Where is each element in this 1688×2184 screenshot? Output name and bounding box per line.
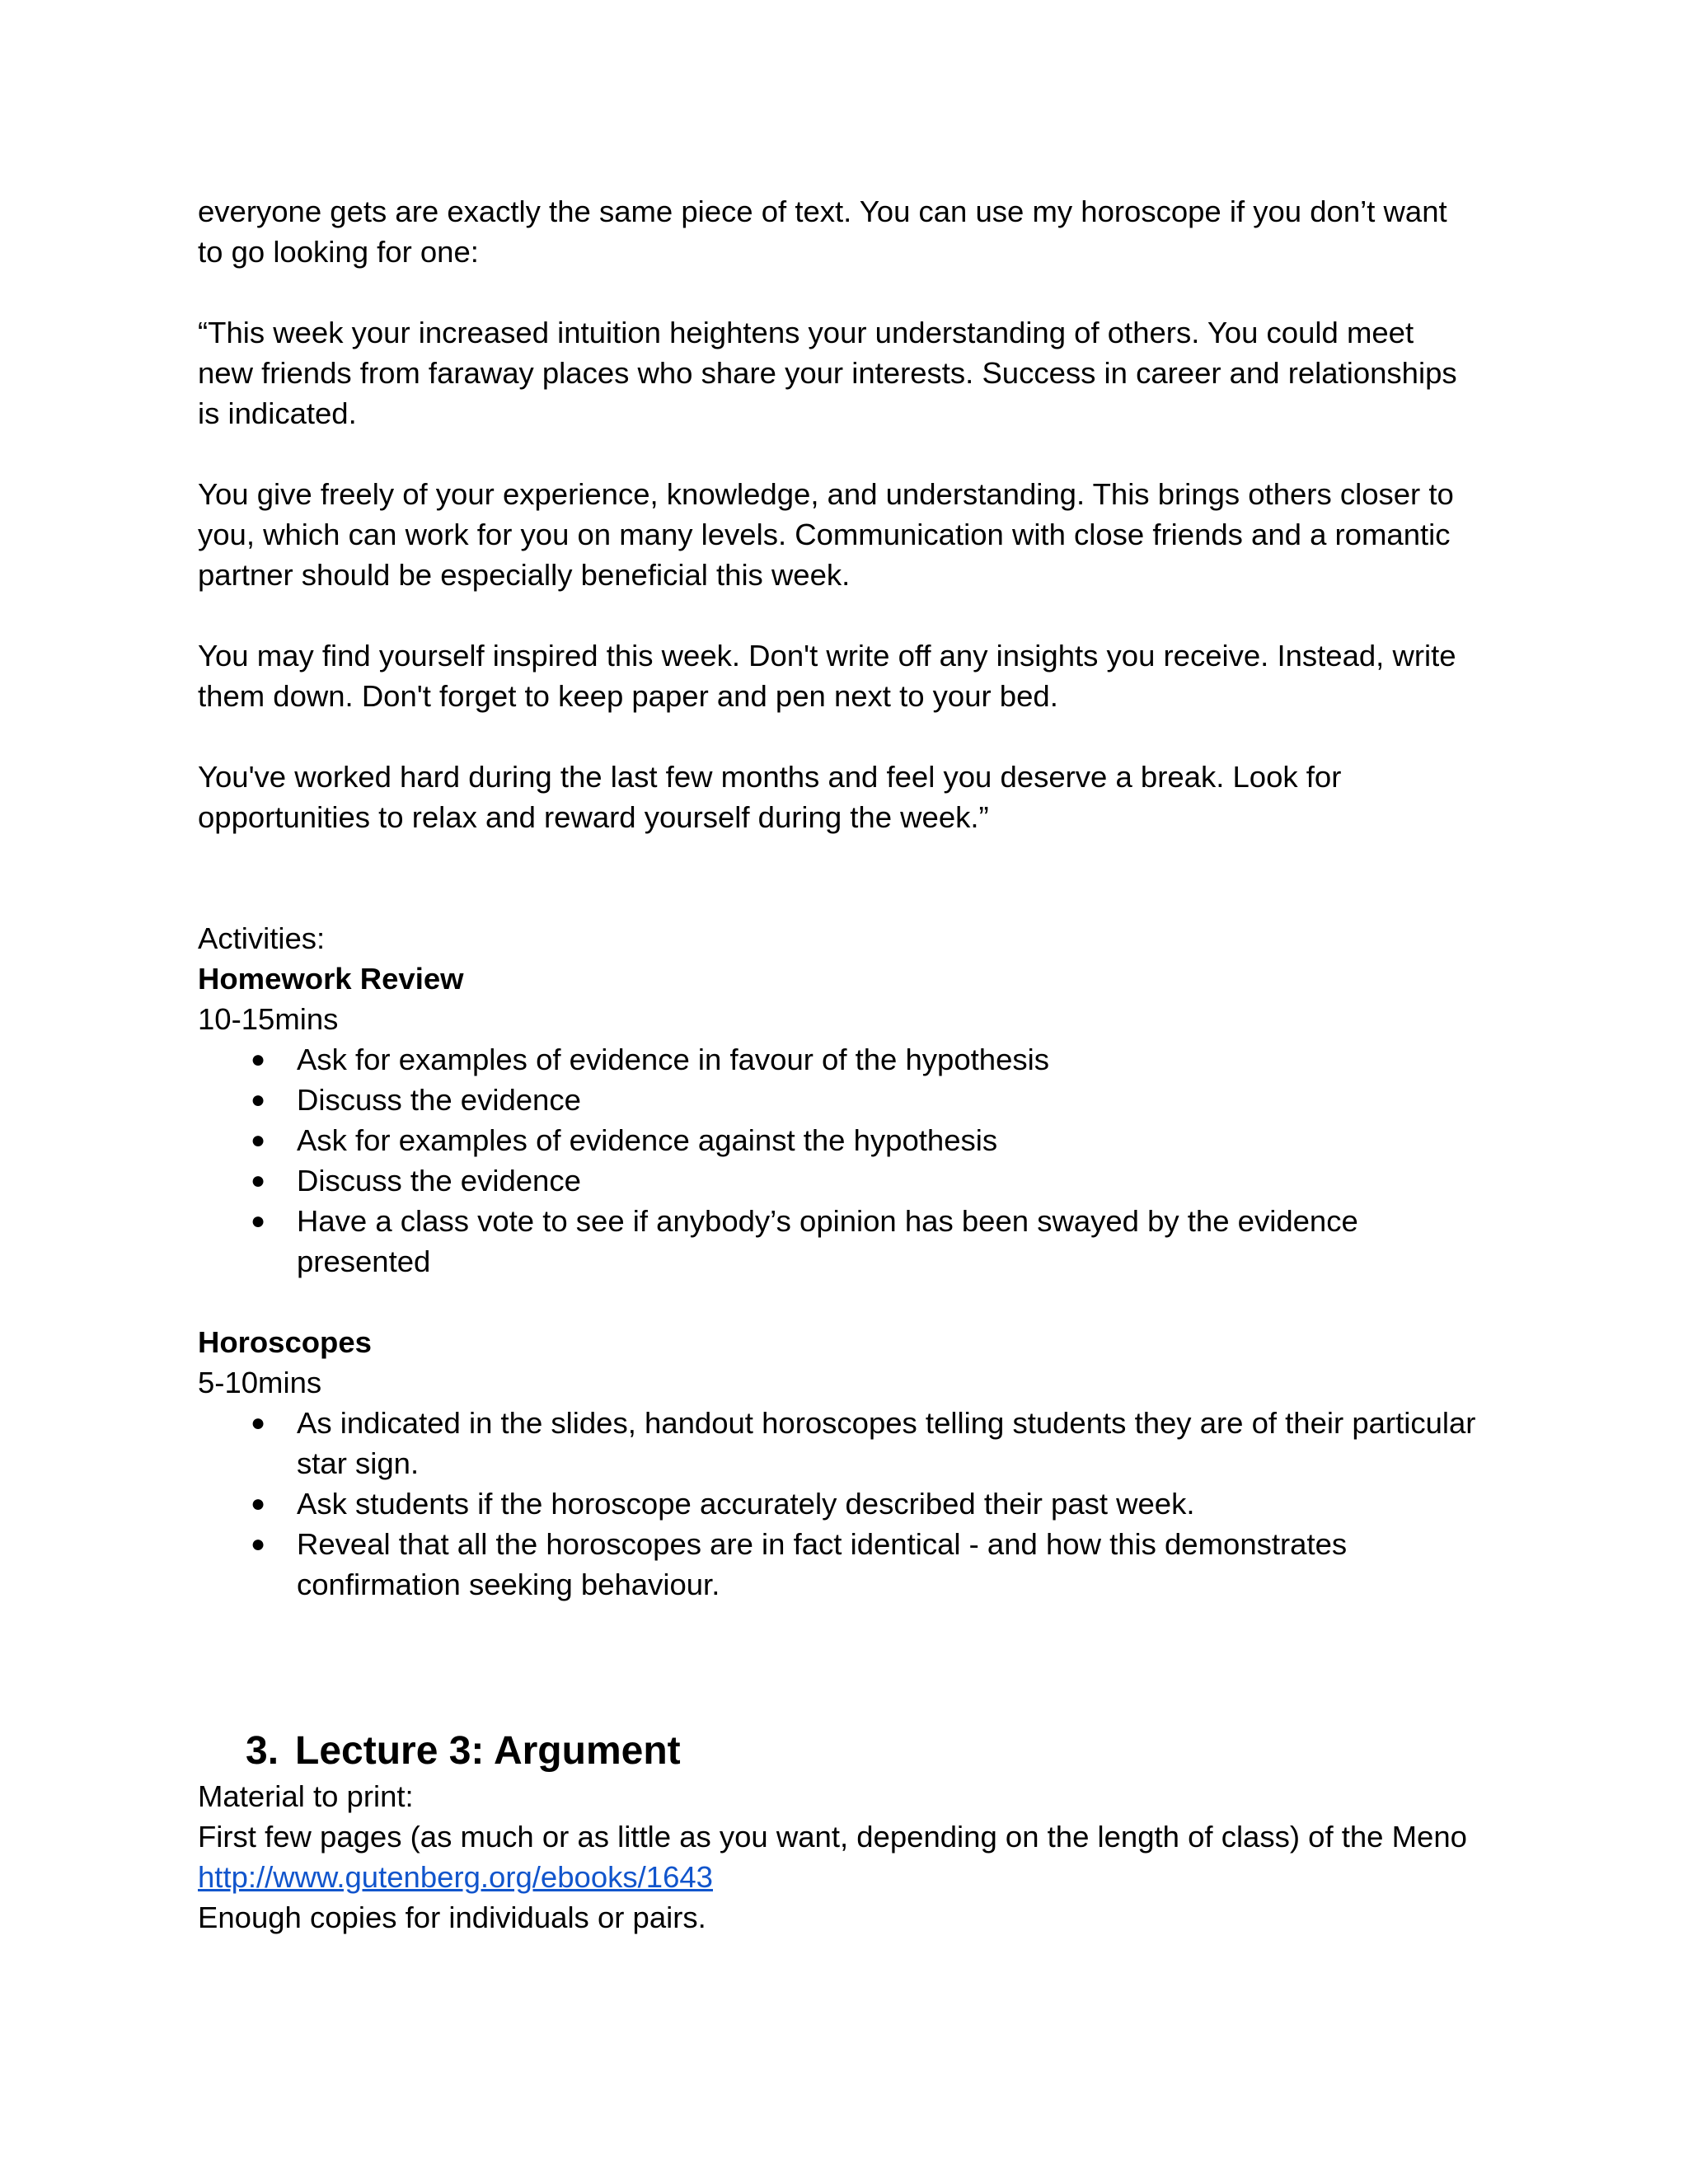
- bullet-icon: ●: [251, 1167, 266, 1194]
- text-line: to go looking for one:: [198, 235, 479, 269]
- material-label: Material to print:: [198, 1779, 414, 1813]
- homework-review-list: [198, 1039, 1500, 1282]
- list-item: [198, 1201, 1500, 1282]
- activities-label: Activities:: [198, 921, 326, 955]
- list-item: [198, 1080, 1500, 1120]
- list-item-text: As indicated in the slides, handout horoscopes telling students they are of their particular: [297, 1406, 1476, 1440]
- text-line: You may find yourself inspired this week. Don't write off any insights you receive. Instead, write: [198, 639, 1456, 673]
- list-item-text: Have a class vote to see if anybody’s opinion has been swayed by the evidence: [297, 1204, 1358, 1238]
- bullet-icon: ●: [251, 1207, 266, 1235]
- horoscope-paragraph-1: [198, 312, 1500, 434]
- list-item: [198, 1039, 1500, 1080]
- horoscopes-list: [198, 1403, 1500, 1605]
- lecture-3-heading: [198, 1727, 1500, 1776]
- bullet-icon: ●: [251, 1530, 266, 1558]
- homework-review-title: Homework Review: [198, 962, 464, 996]
- text-line: opportunities to relax and reward yourself during the week.”: [198, 800, 989, 834]
- list-item-text: Ask for examples of evidence in favour of the hypothesis: [297, 1043, 1049, 1076]
- text-line: partner should be especially beneficial this week.: [198, 558, 851, 592]
- text-line: You give freely of your experience, knowledge, and understanding. This brings others closer to: [198, 477, 1454, 511]
- list-item-text: Reveal that all the horoscopes are in fact identical - and how this demonstrates: [297, 1527, 1348, 1561]
- text-line: everyone gets are exactly the same piece of text. You can use my horoscope if you don’t want: [198, 194, 1447, 228]
- gutenberg-link[interactable]: http://www.gutenberg.org/ebooks/1643: [198, 1860, 713, 1894]
- list-item-text: Ask for examples of evidence against the hypothesis: [297, 1123, 998, 1157]
- horoscope-paragraph-2: [198, 474, 1500, 595]
- list-item-text: presented: [297, 1244, 431, 1278]
- bullet-icon: ●: [251, 1127, 266, 1154]
- list-item: [198, 1120, 1500, 1160]
- list-item: [198, 1524, 1500, 1605]
- list-item-text: confirmation seeking behaviour.: [297, 1568, 720, 1601]
- horoscope-paragraph-4: [198, 757, 1500, 837]
- list-item-text: star sign.: [297, 1446, 420, 1480]
- horoscope-paragraph-3: [198, 635, 1500, 716]
- list-item: [198, 1403, 1500, 1483]
- text-line: new friends from faraway places who share your interests. Success in career and relationships: [198, 356, 1457, 390]
- copies-text: Enough copies for individuals or pairs.: [198, 1900, 706, 1934]
- heading-number: 3.: [246, 1729, 279, 1773]
- homework-review-duration: 10-15mins: [198, 1002, 339, 1036]
- text-line: “This week your increased intuition heightens your understanding of others. You could meet: [198, 316, 1414, 349]
- intro-paragraph: [198, 191, 1500, 272]
- list-item: [198, 1483, 1500, 1524]
- list-item-text: Ask students if the horoscope accurately described their past week.: [297, 1487, 1195, 1521]
- text-line: them down. Don't forget to keep paper and pen next to your bed.: [198, 679, 1058, 713]
- list-item-text: Discuss the evidence: [297, 1083, 581, 1117]
- text-line: You've worked hard during the last few months and feel you deserve a break. Look for: [198, 760, 1342, 794]
- activities-section: [198, 918, 1500, 1605]
- list-item-text: Discuss the evidence: [297, 1164, 581, 1197]
- bullet-icon: ●: [251, 1086, 266, 1113]
- material-text: First few pages (as much or as little as you want, depending on the length of class) of the Meno: [198, 1820, 1467, 1854]
- horoscopes-duration: 5-10mins: [198, 1366, 322, 1399]
- bullet-icon: ●: [251, 1490, 266, 1517]
- bullet-icon: ●: [251, 1046, 266, 1073]
- lecture-3-material: [198, 1776, 1500, 1938]
- list-item: [198, 1160, 1500, 1201]
- text-line: you, which can work for you on many levels. Communication with close friends and a romantic: [198, 518, 1451, 551]
- text-line: is indicated.: [198, 396, 357, 430]
- horoscopes-title: Horoscopes: [198, 1325, 372, 1359]
- document-page: [198, 191, 1500, 1938]
- bullet-icon: ●: [251, 1409, 266, 1436]
- heading-title: Lecture 3: Argument: [295, 1729, 681, 1773]
